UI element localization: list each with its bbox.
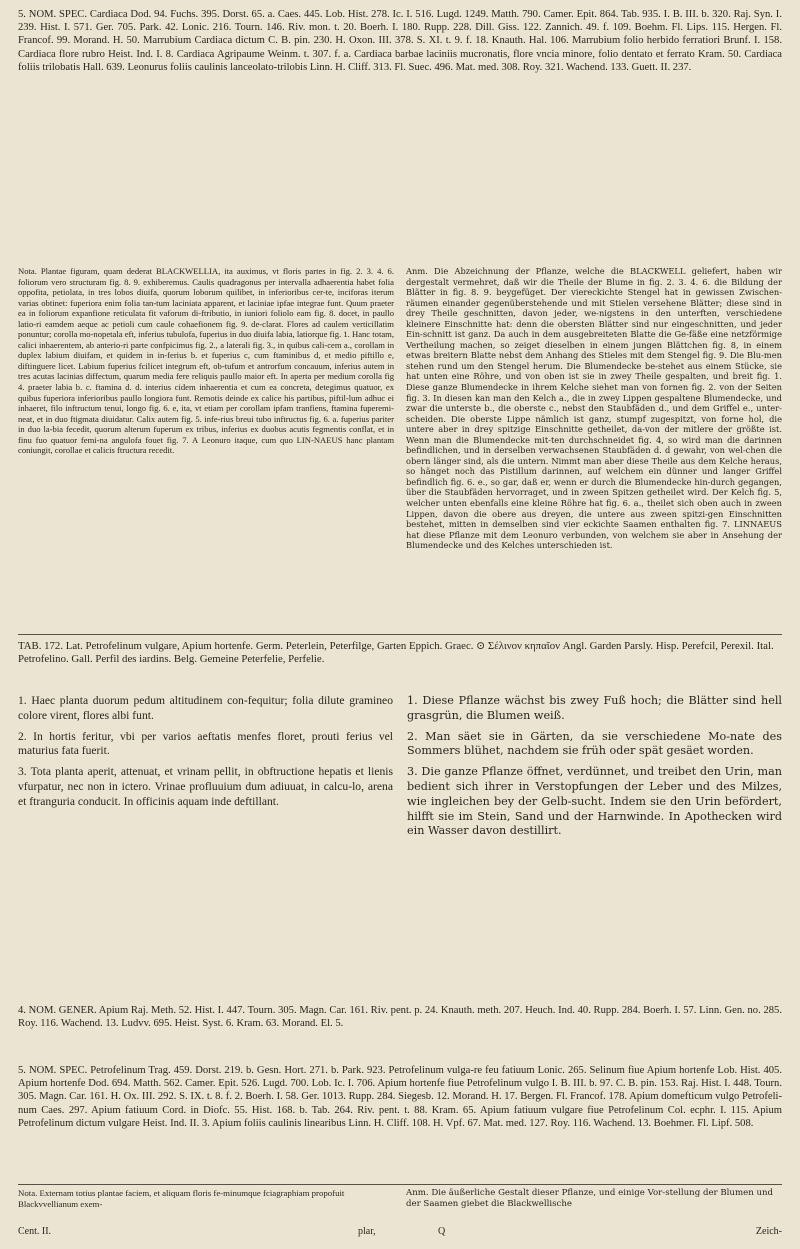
nomenclature-text: 5. NOM. SPEC. Cardiaca Dod. 94. Fuchs. 395. Dorst. 65. a. Caes. 445. Lob. Hist. 278. Ic. I. 516. Lugd. 1249. Matth. 790. Camer. Epit. 864. Tab. 935. I. B. III. b. 320. Raj. Syn. I. 239. Hist. I. 571. Ger. 705. Park. 42. Lonic. 216. Tourn. 146. Riv. mon. t. 20. Boerh. I. 180. Rupp. 228. Dill. Giss. 122. Zannich. 49. f. 109. Boehm. Fl. Lips. 115. Hergen. Fl. Francof. 99. Morand. H. 50. Marrubium Cardiaca dictum C. B. pin. 230. H. Oxon. III. 378. S. XI. t. 9. f. 18. Knauth. Hal. 106. Marrubium folio herbido ferratiori Brunf. I. 158. Cardiaca flore rubro Heist. Ind. I. 8. Cardiaca Agripaume Weinm. t. 307. f. a. Cardiaca barbae laciniis mucronatis, flore vncia minore, folio dentato et ferrato Kram. 50. Cardiaca foliis trilobatis Hall. 639. Leonurus foliis caulinis lanceolato-trilobis Linn. H. Cliff. 313. Fl. Suec. 496. Mat. med. 308. Roy. 321. Wachend. 133. Guett. II. 237. [18, 9, 782, 73]
german-para-2: 2. Man säet sie in Gärten, da sie verschiedene Mo-nate des Sommers blühet, nachdem sie früh oder spät gesäet worden. [407, 729, 782, 758]
bottom-notes [18, 1188, 782, 1210]
german-para-1: 1. Diese Pflanze wächst bis zwey Fuß hoch; die Blätter sind hell grasgrün, die Blumen weiß. [407, 694, 782, 722]
section-5-species [18, 1064, 782, 1130]
bottom-divider [18, 1184, 782, 1185]
section-1-3 [18, 694, 782, 845]
footer-left: Cent. II. [18, 1226, 52, 1237]
section-4-genus [18, 1004, 782, 1030]
tab-header [18, 640, 782, 667]
latin-column [18, 694, 393, 845]
german-note: Anm. Die Abzeichnung der Pflanze, welche die BLACKWELL geliefert, haben wir dergestalt vermehret, daß wir die Theile der Blume in fig. 2. 3. 4. 6. die Bildung der Blätter in fig. 8. 9. beygefüget. Der viereckichte Stengel hat in gewissen Zwischen-räumen einander gegenüberstehende und mit Stielen versehene Blätter; diese sind in drey Theile geschnitten, davon jeder, we-nigstens in den unterften, verschiedene kleinere Einschnitte hat: denn die obersten Blätter sind nur eingeschnitten, und jeder Ein-schnitt ist ganz. Da auch in dem ausgebreiteten Blatte die Ge-fäße eine netzförmige Vertheilung machen, so zeiget dieselben in einem jungen Blättchen fig. 8, in einem etwas breitern Blatte nebst dem Anhang des Stieles mit dem Stengel fig. 9. Die Blu-men stehen rund um den Stengel herum. Die Blumendecke be-stehet aus einem Stücke, sie hat unten eine Röhre, und von oben ist sie in zwey Theile gespalten, und breit fig. 1. Diese ganze Blumendecke in ihrem Kelche siehet man von fornen fig. 2. von der Seiten fig. 3. In diesen kan man den Kelch a., die in zwey Lippen gespaltene Blumendecke, und zwar die unterste b., die oberste c., nebst den Staubfäden d., und dem Griffel e., unter-scheiden. Die oberste Lippe nämlich ist ganz, stumpf zugespitzt, von forne hol, die untere aber in drey spitzige Einschnitte getheilet, da-von der mitlere der größte ist. Wenn man die Blumendecke mit-ten durchschneidet fig. 4, so wird man die darinnen befindlichen, und in derselben verwachsenen Staubfäden d. d gewahr, von wel-chen die obern länger sind, als die untern. Nimmt man aber diese Theile aus dem Kelche heraus, so hänget noch das Pistillum darinnen, auf welchem ein dünner und langer Griffel befindlich fig. 6. e., so gar, daß er, wenn er durch die Blumendecke hin-durch gegangen, über die Staubfäden hervorraget, und in zween Spitzen getheilet wird. Der Kelch fig. 5, welcher unten ebenfalls eine kleine Röhre hat fig. 6. a., theilet sich oben auch in zween Lippen, davon die obere aus dreyen, die untere aus zween spitzi-gen Einschnitten bestehet, mitten in demselben sind vier eckichte Saamen enthalten fig. 7. LINNAEUS hat diese Pflanze mit dem Leonuro verbunden, von welchem sie aber in Ansehung der Blumendecke und des Kelches unterschieden ist. [406, 266, 782, 551]
divider [18, 634, 782, 635]
latin-para-3: 3. Tota planta aperit, attenuat, et vrinam pellit, in obftructione hepatis et lienis vfurpatur, nec non in ictero. Vrinae profluuium dum adiuuat, in calcu-lo, arena et ftranguria conducit. In officinis aquam inde deftillant. [18, 765, 393, 808]
latin-para-1: 1. Haec planta duorum pedum altitudinem con-fequitur; folia dilute gramineo colore virent, flores albi funt. [18, 694, 393, 722]
bottom-latin-note: Nota. Externam totius plantae faciem, et aliquam floris fe-minumque fciagraphiam propofuit Blackvvellianum exem- [18, 1188, 345, 1209]
section-5-text: 5. NOM. SPEC. Petrofelinum Trag. 459. Dorst. 219. b. Gesn. Hort. 271. b. Park. 923. Petrofelinum vulga-re feu fatiuum Lonic. 265. Selinum fiue Apium hortenfe Lob. Hist. 405. Apium hortenfe Dod. 694. Matth. 562. Camer. Epit. 526. Lugd. 700. Lob. Ic. I. 706. Apium hortenfe fiue Petrofelinum vulgo I. B. III. b. 97. C. B. pin. 153. Raj. Hist. I. 448. Tourn. 305. Magn. Car. 161. H. Ox. III. 292. S. IX. t. 8. f. 2. Boerh. I. 58. Ger. 1013. Rupp. 284. Siegesb. 12. Morand. H. 17. Bergen. Fl. Francof. 178. Apium domefticum vulgo Petrofeli-num Caes. 297. Apium fatiuum Cord. in Diofc. 55. Hist. 168. b. Tab. 264. Riv. pent. t. 88. Kram. 65. Apium fatiuum vulgare fiue Petrofelinum Col. ecphr. I. 115. Apium Petrofelinum dictum vulgare Heist. Ind. II. 3. Apium foliis caulinis linearibus Linn. H. Cliff. 108. H. Vpf. 67. Mat. med. 127. Roy. 116. Wachend. 13. Boehmer. Fl. Lipf. 508. [18, 1065, 782, 1129]
section-4-text: 4. NOM. GENER. Apium Raj. Meth. 52. Hist. I. 447. Tourn. 305. Magn. Car. 161. Riv. pent. p. 24. Knauth. meth. 207. Heuch. Ind. 40. Rupp. 284. Boerh. I. 57. Linn. Gen. no. 285. Roy. 116. Wachend. 13. Ludvv. 695. Heist. Syst. 6. Kram. 63. Morand. El. 5. [18, 1005, 782, 1030]
nomenclature-cardiaca [18, 8, 782, 74]
footer-middle: plar, [358, 1226, 376, 1237]
page-footer [18, 1226, 782, 1240]
footer-signature: Q [438, 1226, 446, 1237]
latin-note: Nota. Plantae figuram, quam dederat BLACKWELLIA, ita auximus, vt floris partes in fig. 2. 3. 4. 6. foliorum vero structuram fig. 8. 9. exhiberemus. Caulis quadragonus per intervalla adhaerentia habet folia oppofita, petiolata, in tres lobos diuifa, quorum loborum quilibet, in inferioribus cer-te, inciforas iterum varias obtinet: fuperiora enim folia tan-tum laciniata apparent, et laciniae ipfae integrae funt. Quum praeter ea in foliorum expanfione reticulata fit vaforum di-ftributio, in iuniori foliolo eam fig. 8. docet, in paullo latio-ri eamdem aeque ac petioli cum caule cohaefionem fig. 9. de-clarat. Flores ad caulem verticillatim ponuntur; corolla mo-nopetala eft, inferius tubulofa, fuperius in duo diuifa labia, latiorque fig. 1. Hanc totam, calici inhaerentem, ab anterio-ri parte confpicimus fig. 2., a laterali fig. 3., in quibus cali-cem a., corollam in duplex labium diuifam, et quidem in in-ferius b. et fuperius c, cum ftaminibus d, et medio piftillo e, diftinguere licet. Labium fuperius fcilicet integrum eft, ob-tufum et antrorfum concauum, inferius autem in tres acutas lacinias diffectum, quarum media fere reliquis paullo maior eft. In aperta per medium corolla fig 4. praeter labia b. c. ftamina d. d. interius cidem inhaerentia et cum ea concreta, detegimus quatuor, ex quibus fuperiora inferioribus paullo longiora funt. Remotis deinde ex calice his partibus, piftil-lum adhuc ei inhaeret, filo inftructum tenui, longo fig. 6. e, ita, vt etiam per corollam ipfam tranfiens, ftamina fuperemi-neat, et in duo ftigmata diuidatur. Calix autem fig. 5. infe-rius breui tubo inftructus fig. 6. a. fuperius pariter in duo la-bia fecedit, quorum alterum fuperum ex tribus, inferius ex duobus acutis fegmentis conflat, et in finu fuo quatuor femi-na angulofa fouet fig. 7. A Leonuro itaque, cum quo LIN-NAEUS hanc plantam coniungit, corollae et calicis ftructura recedit. [18, 266, 394, 456]
german-column [407, 694, 782, 845]
tab-header-text: TAB. 172. Lat. Petrofelinum vulgare, Apium hortenfe. Germ. Peterlein, Peterfilge, Garten Eppich. Graec. ⊙ Σέλινον κηπαῖον Angl. Garden Parsly. Hisp. Perefcil, Perexil. Ital. Petrofelino. Gall. Perfil des iardins. Belg. Gemeine Peterfelie, Perfelie. [18, 640, 774, 666]
german-para-3: 3. Die ganze Pflanze öffnet, verdünnet, und treibet den Urin, man bedient sich ihrer in Verstopfungen der Leber und des Milzes, wie ingleichen bey der Gelb-sucht. Indem sie den Urin befördert, hilfft sie im Stein, Sand und der Harnwinde. In Apothecken wird ein Wasser davon destillirt. [407, 765, 782, 838]
bottom-german-note: Anm. Die äußerliche Gestalt dieser Pflanze, und einige Vor-stellung der Blumen und der Saamen giebet die Blackwellische [406, 1188, 774, 1209]
latin-para-2: 2. In hortis feritur, vbi per varios aeftatis menfes floret, prouti ferius vel maturius fata fuerit. [18, 729, 393, 758]
notes-block [18, 266, 782, 551]
footer-right: Zeich- [755, 1226, 782, 1237]
